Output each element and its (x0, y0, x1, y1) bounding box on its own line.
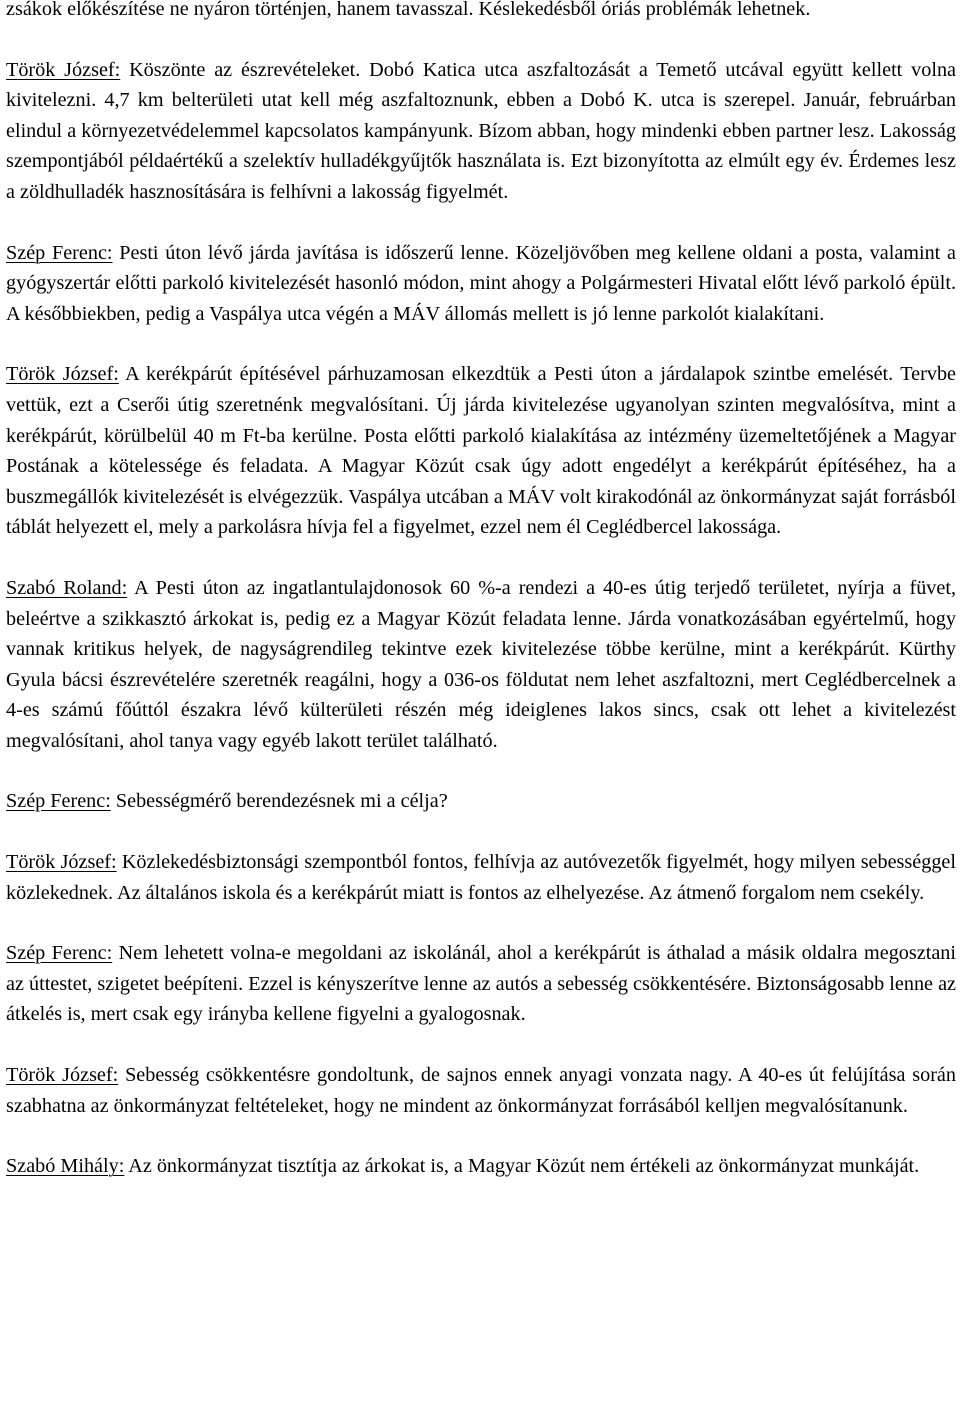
paragraph-5 (6, 573, 956, 757)
paragraph-text: Közlekedésbiztonsági szempontból fontos, felhívja az autóvezetők figyelmét, hogy milyen sebességgel közlekednek. Az általános iskola és a kerékpárút miatt is fontos az elhelyezése. Az átmenő forgalom nem csekély. (6, 851, 956, 904)
paragraph-3 (6, 238, 956, 330)
paragraph-text: Az önkormányzat tisztítja az árkokat is, a Magyar Közút nem értékeli az önkormányzat munkáját. (124, 1155, 920, 1178)
speaker-name: Török József: (6, 58, 121, 81)
paragraph-4 (6, 359, 956, 543)
speaker-name: Török József: (6, 363, 119, 386)
paragraph-8 (6, 938, 956, 1030)
speaker-name: Török József: (6, 1064, 119, 1087)
speaker-name: Szabó Mihály: (6, 1155, 125, 1178)
paragraph-6 (6, 786, 956, 817)
document-page (6, 0, 956, 1212)
speaker-name: Szabó Roland: (6, 576, 128, 599)
paragraph-1 (6, 0, 956, 25)
paragraph-9 (6, 1060, 956, 1121)
paragraph-7 (6, 847, 956, 908)
speaker-name: Török József: (6, 851, 117, 874)
paragraph-10 (6, 1151, 956, 1182)
paragraph-text: Sebességmérő berendezésnek mi a célja? (110, 790, 448, 813)
paragraph-text: A kerékpárút építésével párhuzamosan elkezdtük a Pesti úton a járdalapok szintbe emelését. Tervbe vettük, ezt a Cserői útig szeretnénk megvalósítani. Új járda kivitelezése ugyanolyan szinten megvalósítva, mint a kerékpárút, körülbelül 40 m Ft-ba kerülne. Posta előtti parkoló kialakítása az intézmény üzemeltetőjének a Magyar Postának a kötelessége és feladata. A Magyar Közút csak úgy adott engedélyt a kerékpárút építéséhez, ha a buszmegállók kivitelezését is elvégezzük. Vaspálya utcában a MÁV volt kirakodónál az önkormányzat saját forrásból táblát helyezett el, mely a parkolásra hívja fel a figyelmet, ezzel nem él Ceglédbercel lakossága. (6, 363, 956, 539)
paragraph-text: Sebesség csökkentésre gondoltunk, de sajnos ennek anyagi vonzata nagy. A 40-es út felújítása során szabhatna az önkormányzat feltételeket, hogy ne mindent az önkormányzat forrásából kelljen megvalósítanunk. (6, 1064, 956, 1117)
speaker-name: Szép Ferenc: (6, 790, 111, 813)
paragraph-text: Köszönte az észrevételeket. Dobó Katica utca aszfaltozását a Temető utcával együtt kellett volna kivitelezni. 4,7 km belterületi utat kell még aszfaltoznunk, ebben a Dobó K. utca is szerepel. Január, februárban elindul a környezetvédelemmel kapcsolatos kampányunk. Bízom abban, hogy mindenki ebben partner lesz. Lakosság szempontjából példaértékű a szelektív hulladékgyűjtők használata is. Ezt bizonyította az elmúlt egy év. Érdemes lesz a zöldhulladék hasznosítására is felhívni a lakosság figyelmét. (6, 58, 956, 203)
speaker-name: Szép Ferenc: (6, 241, 113, 264)
speaker-name: Szép Ferenc: (6, 942, 113, 965)
paragraph-text: Pesti úton lévő járda javítása is időszerű lenne. Közeljövőben meg kellene oldani a posta, valamint a gyógyszertár előtti parkoló kivitelezését hasonló módon, mint ahogy a Polgármesteri Hivatal előtt lévő parkoló épült. A későbbiekben, pedig a Vaspálya utca végén a MÁV állomás mellett is jó lenne parkolót kialakítani. (6, 241, 956, 325)
paragraph-text: A Pesti úton az ingatlantulajdonosok 60 %-a rendezi a 40-es útig terjedő területet, nyírja a füvet, beleértve a szikkasztó árkokat is, pedig ez a Magyar Közút feladata lenne. Járda vonatkozásában egyértelmű, hogy vannak kritikus helyek, de nagyságrendileg tekintve ezek kivitelezése többe kerülne, mint a kerékpárút. Kürthy Gyula bácsi észrevételére szeretnék reagálni, hogy a 036-os földutat nem lehet aszfaltozni, mert Ceglédbercelnek a 4-es számú főúttól északra lévő külterületi részén még ideiglenes lakos sincs, csak ott lehet a kivitelezést megvalósítani, ahol tanya vagy egyéb lakott terület található. (6, 576, 956, 752)
paragraph-2 (6, 55, 956, 208)
paragraph-text: zsákok előkészítése ne nyáron történjen, hanem tavasszal. Késlekedésből óriás problémák lehetnek. (6, 0, 811, 20)
paragraph-text: Nem lehetett volna-e megoldani az iskolánál, ahol a kerékpárút is áthalad a másik oldalra megosztani az úttestet, szigetet beépíteni. Ezzel is kényszerítve lenne az autós a sebesség csökkentésére. Biztonságosabb lenne az átkelés is, mert csak egy irányba kellene figyelni a gyalogosnak. (6, 942, 956, 1026)
